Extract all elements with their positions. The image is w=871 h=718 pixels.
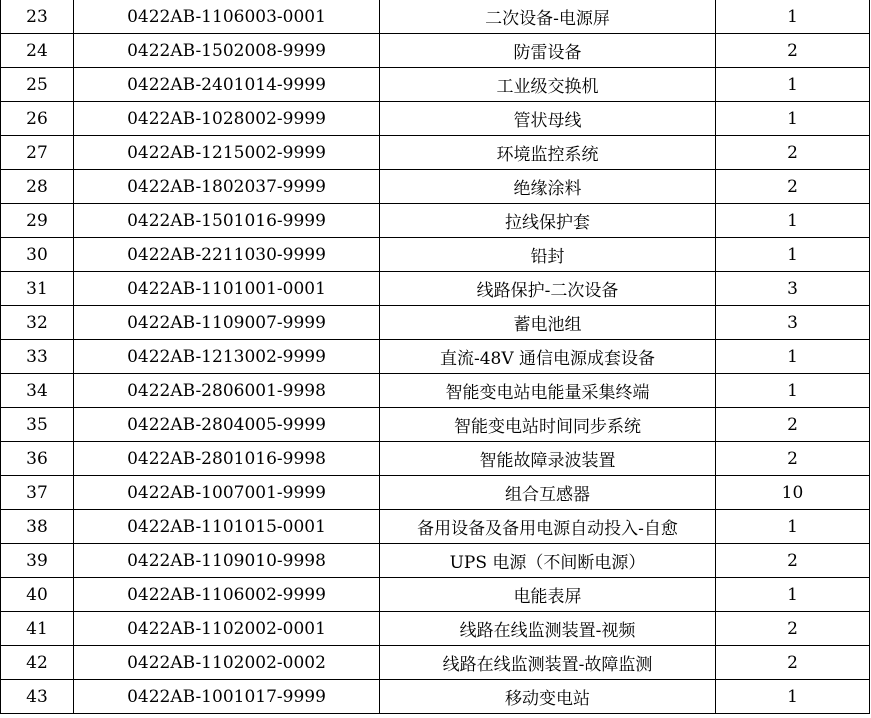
table-row (1, 136, 870, 170)
row-number-cell: 41 (1, 612, 74, 646)
quantity-cell: 2 (716, 646, 870, 680)
material-code-cell: 0422AB-1106003-0001 (74, 0, 380, 34)
row-number-cell: 36 (1, 442, 74, 476)
table-row (1, 204, 870, 238)
table-row (1, 442, 870, 476)
quantity-cell: 2 (716, 442, 870, 476)
table-row (1, 612, 870, 646)
quantity-cell: 10 (716, 476, 870, 510)
equipment-name-cell: 绝缘涂料 (380, 170, 716, 204)
quantity-cell: 1 (716, 238, 870, 272)
material-code-cell: 0422AB-1102002-0001 (74, 612, 380, 646)
table-row (1, 340, 870, 374)
material-code-cell: 0422AB-2801016-9998 (74, 442, 380, 476)
material-code-cell: 0422AB-1101015-0001 (74, 510, 380, 544)
row-number-cell: 34 (1, 374, 74, 408)
material-code-cell: 0422AB-2401014-9999 (74, 68, 380, 102)
material-code-cell: 0422AB-1213002-9999 (74, 340, 380, 374)
quantity-cell: 3 (716, 272, 870, 306)
equipment-name-cell: 移动变电站 (380, 680, 716, 714)
equipment-name-cell: 工业级交换机 (380, 68, 716, 102)
equipment-name-cell: 防雷设备 (380, 34, 716, 68)
row-number-cell: 27 (1, 136, 74, 170)
row-number-cell: 38 (1, 510, 74, 544)
row-number-cell: 28 (1, 170, 74, 204)
row-number-cell: 30 (1, 238, 74, 272)
equipment-name-cell: 二次设备-电源屏 (380, 0, 716, 34)
material-code-cell: 0422AB-1001017-9999 (74, 680, 380, 714)
row-number-cell: 39 (1, 544, 74, 578)
row-number-cell: 40 (1, 578, 74, 612)
table-row (1, 680, 870, 714)
material-code-cell: 0422AB-1007001-9999 (74, 476, 380, 510)
table-row (1, 646, 870, 680)
table-row (1, 408, 870, 442)
equipment-name-cell: 智能变电站时间同步系统 (380, 408, 716, 442)
row-number-cell: 23 (1, 0, 74, 34)
equipment-name-cell: 智能变电站电能量采集终端 (380, 374, 716, 408)
table-row (1, 306, 870, 340)
equipment-name-cell: 线路保护-二次设备 (380, 272, 716, 306)
quantity-cell: 1 (716, 102, 870, 136)
row-number-cell: 37 (1, 476, 74, 510)
table-body (1, 0, 870, 714)
quantity-cell: 1 (716, 510, 870, 544)
equipment-name-cell: UPS 电源（不间断电源） (380, 544, 716, 578)
row-number-cell: 33 (1, 340, 74, 374)
table-row (1, 102, 870, 136)
quantity-cell: 2 (716, 408, 870, 442)
quantity-cell: 1 (716, 340, 870, 374)
equipment-name-cell: 备用设备及备用电源自动投入-自愈 (380, 510, 716, 544)
row-number-cell: 26 (1, 102, 74, 136)
table-row (1, 68, 870, 102)
row-number-cell: 32 (1, 306, 74, 340)
material-code-cell: 0422AB-1502008-9999 (74, 34, 380, 68)
equipment-name-cell: 铅封 (380, 238, 716, 272)
row-number-cell: 31 (1, 272, 74, 306)
row-number-cell: 25 (1, 68, 74, 102)
material-code-cell: 0422AB-1501016-9999 (74, 204, 380, 238)
quantity-cell: 2 (716, 136, 870, 170)
table-row (1, 544, 870, 578)
quantity-cell: 1 (716, 680, 870, 714)
material-code-cell: 0422AB-1109010-9998 (74, 544, 380, 578)
material-code-cell: 0422AB-2211030-9999 (74, 238, 380, 272)
table-row (1, 272, 870, 306)
quantity-cell: 1 (716, 374, 870, 408)
quantity-cell: 1 (716, 0, 870, 34)
row-number-cell: 35 (1, 408, 74, 442)
quantity-cell: 3 (716, 306, 870, 340)
table-row (1, 238, 870, 272)
table-row (1, 0, 870, 34)
quantity-cell: 2 (716, 34, 870, 68)
material-code-cell: 0422AB-1106002-9999 (74, 578, 380, 612)
quantity-cell: 2 (716, 544, 870, 578)
table-row (1, 374, 870, 408)
table-row (1, 170, 870, 204)
equipment-name-cell: 组合互感器 (380, 476, 716, 510)
quantity-cell: 2 (716, 170, 870, 204)
equipment-name-cell: 智能故障录波装置 (380, 442, 716, 476)
quantity-cell: 1 (716, 578, 870, 612)
material-code-cell: 0422AB-1802037-9999 (74, 170, 380, 204)
material-code-cell: 0422AB-2806001-9998 (74, 374, 380, 408)
material-code-cell: 0422AB-2804005-9999 (74, 408, 380, 442)
quantity-cell: 1 (716, 204, 870, 238)
material-code-cell: 0422AB-1109007-9999 (74, 306, 380, 340)
material-code-cell: 0422AB-1101001-0001 (74, 272, 380, 306)
material-code-cell: 0422AB-1215002-9999 (74, 136, 380, 170)
equipment-name-cell: 环境监控系统 (380, 136, 716, 170)
table-row (1, 476, 870, 510)
equipment-name-cell: 线路在线监测装置-故障监测 (380, 646, 716, 680)
material-code-cell: 0422AB-1028002-9999 (74, 102, 380, 136)
equipment-name-cell: 蓄电池组 (380, 306, 716, 340)
material-code-cell: 0422AB-1102002-0002 (74, 646, 380, 680)
equipment-name-cell: 直流-48V 通信电源成套设备 (380, 340, 716, 374)
table-row (1, 34, 870, 68)
row-number-cell: 42 (1, 646, 74, 680)
table-row (1, 510, 870, 544)
quantity-cell: 1 (716, 68, 870, 102)
row-number-cell: 29 (1, 204, 74, 238)
equipment-name-cell: 管状母线 (380, 102, 716, 136)
equipment-name-cell: 线路在线监测装置-视频 (380, 612, 716, 646)
table-row (1, 578, 870, 612)
equipment-name-cell: 电能表屏 (380, 578, 716, 612)
row-number-cell: 24 (1, 34, 74, 68)
row-number-cell: 43 (1, 680, 74, 714)
quantity-cell: 2 (716, 612, 870, 646)
equipment-name-cell: 拉线保护套 (380, 204, 716, 238)
